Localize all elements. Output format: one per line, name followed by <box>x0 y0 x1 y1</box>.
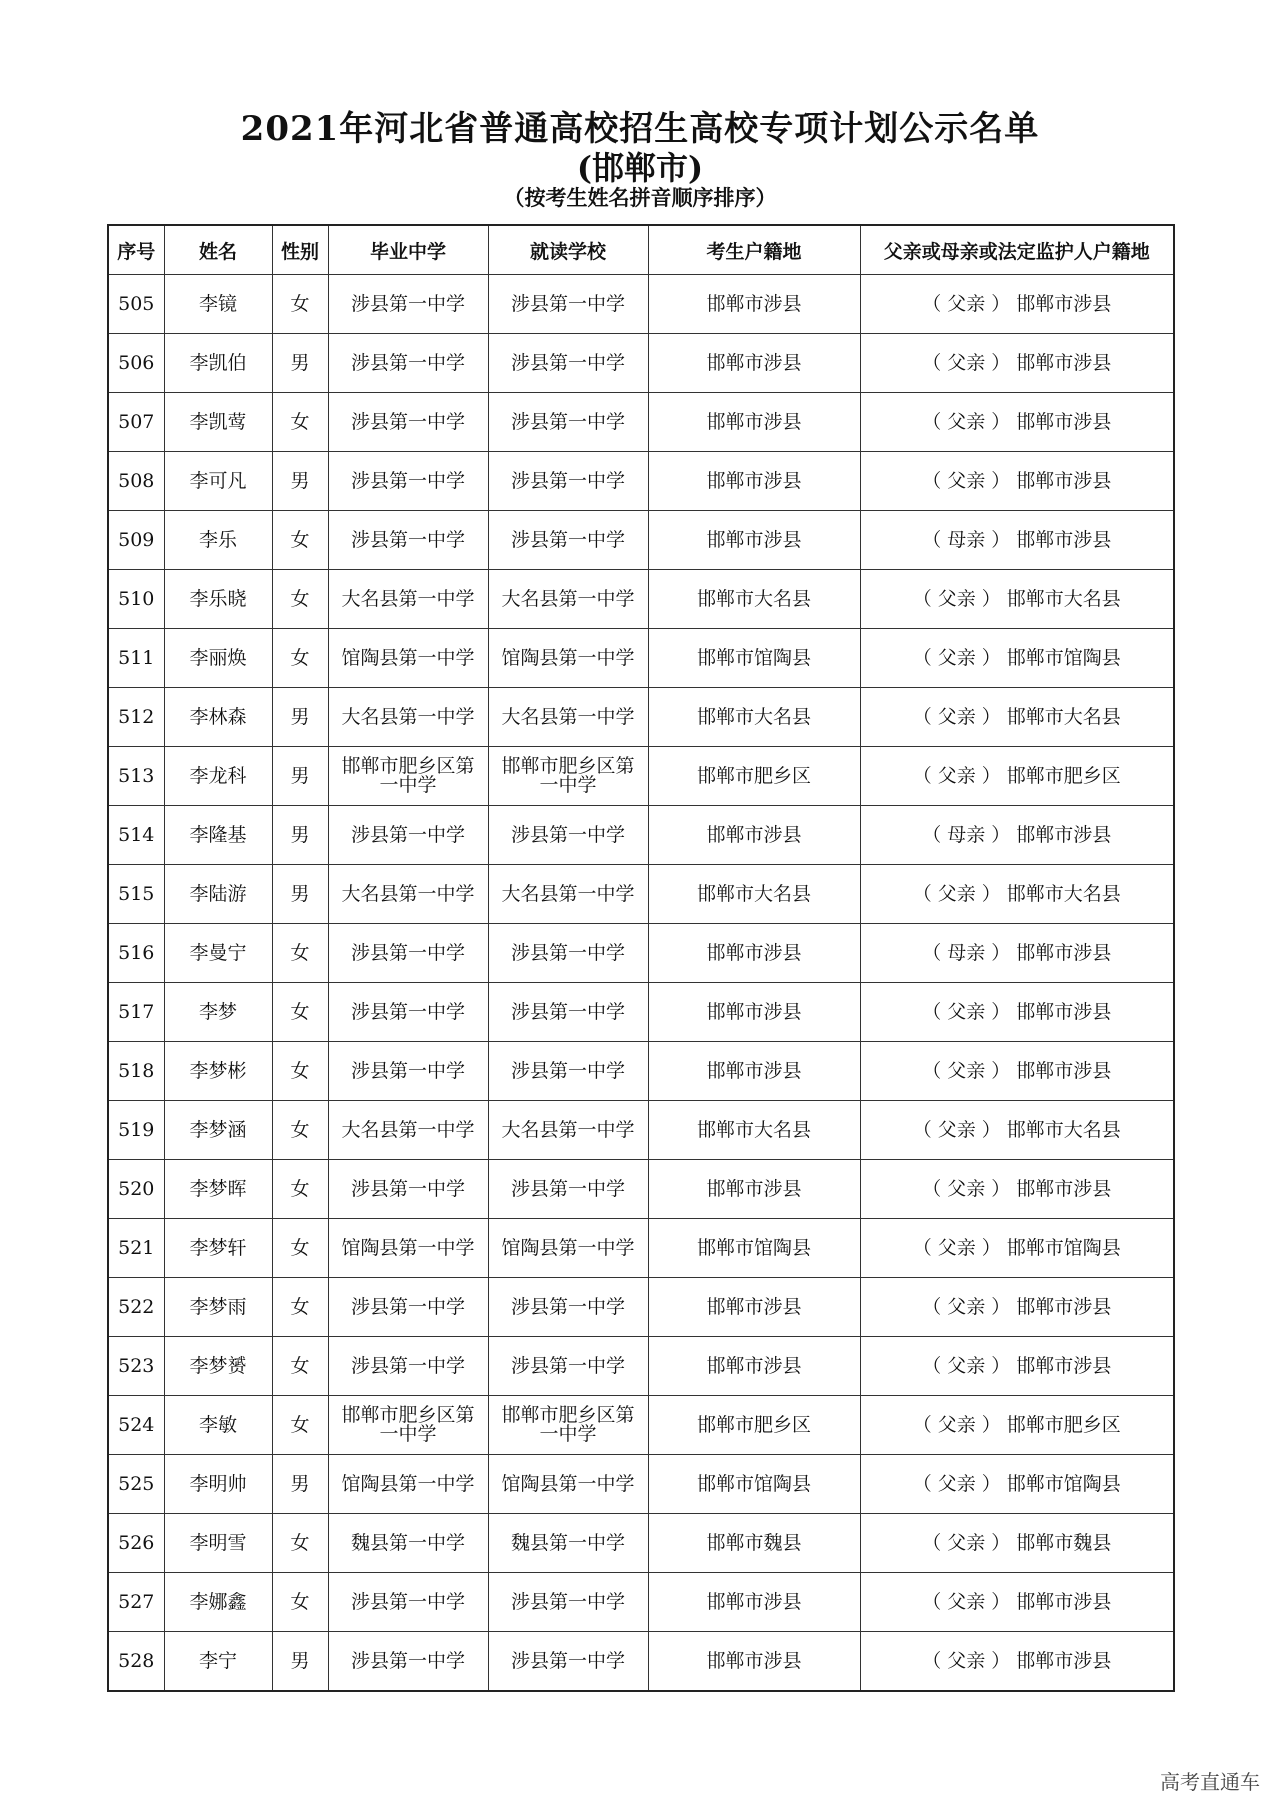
cell-parent-hukou: （ 父亲 ） 邯郸市涉县 <box>860 1042 1174 1101</box>
cell-current-school: 涉县第一中学 <box>488 1278 648 1337</box>
cell-hukou: 邯郸市涉县 <box>648 511 860 570</box>
cell-hukou: 邯郸市肥乡区 <box>648 1396 860 1455</box>
table-row <box>108 1219 1174 1278</box>
cell-current-school: 涉县第一中学 <box>488 511 648 570</box>
cell-gender: 男 <box>272 1632 328 1692</box>
cell-name: 李敏 <box>164 1396 272 1455</box>
cell-parent-hukou: （ 父亲 ） 邯郸市涉县 <box>860 1337 1174 1396</box>
cell-current-school: 涉县第一中学 <box>488 1632 648 1692</box>
cell-hukou: 邯郸市大名县 <box>648 865 860 924</box>
cell-parent-hukou: （ 父亲 ） 邯郸市馆陶县 <box>860 1219 1174 1278</box>
cell-parent-hukou: （ 父亲 ） 邯郸市涉县 <box>860 393 1174 452</box>
cell-parent-hukou: （ 父亲 ） 邯郸市涉县 <box>860 275 1174 334</box>
cell-gender: 女 <box>272 511 328 570</box>
table-row <box>108 629 1174 688</box>
table-row <box>108 865 1174 924</box>
header-no: 序号 <box>108 225 164 275</box>
cell-hukou: 邯郸市涉县 <box>648 983 860 1042</box>
cell-current-school: 涉县第一中学 <box>488 806 648 865</box>
cell-name: 李林森 <box>164 688 272 747</box>
cell-grad-school: 涉县第一中学 <box>328 511 488 570</box>
cell-no: 524 <box>108 1396 164 1455</box>
table-row <box>108 747 1174 806</box>
cell-gender: 女 <box>272 629 328 688</box>
cell-hukou: 邯郸市大名县 <box>648 688 860 747</box>
cell-grad-school: 大名县第一中学 <box>328 570 488 629</box>
cell-no: 516 <box>108 924 164 983</box>
cell-gender: 女 <box>272 1396 328 1455</box>
cell-no: 527 <box>108 1573 164 1632</box>
header-parent-hukou: 父亲或母亲或法定监护人户籍地 <box>860 225 1174 275</box>
cell-no: 513 <box>108 747 164 806</box>
cell-no: 521 <box>108 1219 164 1278</box>
cell-hukou: 邯郸市涉县 <box>648 1278 860 1337</box>
cell-name: 李可凡 <box>164 452 272 511</box>
cell-parent-hukou: （ 父亲 ） 邯郸市涉县 <box>860 1573 1174 1632</box>
cell-grad-school: 涉县第一中学 <box>328 924 488 983</box>
cell-grad-school: 大名县第一中学 <box>328 1101 488 1160</box>
header-name: 姓名 <box>164 225 272 275</box>
cell-no: 525 <box>108 1455 164 1514</box>
cell-current-school: 大名县第一中学 <box>488 688 648 747</box>
cell-grad-school: 邯郸市肥乡区第一中学 <box>328 1396 488 1455</box>
cell-hukou: 邯郸市大名县 <box>648 570 860 629</box>
cell-parent-hukou: （ 父亲 ） 邯郸市肥乡区 <box>860 747 1174 806</box>
cell-name: 李梦轩 <box>164 1219 272 1278</box>
cell-gender: 女 <box>272 1573 328 1632</box>
table-row <box>108 1278 1174 1337</box>
cell-current-school: 大名县第一中学 <box>488 570 648 629</box>
cell-grad-school: 大名县第一中学 <box>328 688 488 747</box>
cell-current-school: 涉县第一中学 <box>488 334 648 393</box>
table-row <box>108 1514 1174 1573</box>
cell-no: 515 <box>108 865 164 924</box>
cell-parent-hukou: （ 母亲 ） 邯郸市涉县 <box>860 924 1174 983</box>
cell-name: 李乐 <box>164 511 272 570</box>
cell-name: 李梦雨 <box>164 1278 272 1337</box>
cell-current-school: 涉县第一中学 <box>488 983 648 1042</box>
cell-grad-school: 馆陶县第一中学 <box>328 629 488 688</box>
cell-current-school: 涉县第一中学 <box>488 393 648 452</box>
cell-gender: 男 <box>272 334 328 393</box>
cell-gender: 女 <box>272 275 328 334</box>
table-row <box>108 511 1174 570</box>
cell-hukou: 邯郸市涉县 <box>648 1160 860 1219</box>
cell-parent-hukou: （ 父亲 ） 邯郸市大名县 <box>860 570 1174 629</box>
cell-gender: 男 <box>272 806 328 865</box>
cell-no: 519 <box>108 1101 164 1160</box>
cell-grad-school: 邯郸市肥乡区第一中学 <box>328 747 488 806</box>
cell-hukou: 邯郸市馆陶县 <box>648 629 860 688</box>
cell-grad-school: 涉县第一中学 <box>328 1042 488 1101</box>
table-row <box>108 1160 1174 1219</box>
cell-current-school: 馆陶县第一中学 <box>488 1455 648 1514</box>
cell-name: 李凯伯 <box>164 334 272 393</box>
cell-current-school: 邯郸市肥乡区第一中学 <box>488 747 648 806</box>
cell-no: 522 <box>108 1278 164 1337</box>
cell-name: 李梦赟 <box>164 1337 272 1396</box>
cell-grad-school: 涉县第一中学 <box>328 393 488 452</box>
cell-current-school: 涉县第一中学 <box>488 452 648 511</box>
document-subtitle-city: (邯郸市) <box>576 149 704 187</box>
cell-current-school: 涉县第一中学 <box>488 1337 648 1396</box>
table-row <box>108 1632 1174 1692</box>
roster-table <box>107 224 1175 1692</box>
cell-hukou: 邯郸市涉县 <box>648 1573 860 1632</box>
cell-gender: 女 <box>272 1514 328 1573</box>
table-row <box>108 983 1174 1042</box>
cell-parent-hukou: （ 父亲 ） 邯郸市涉县 <box>860 983 1174 1042</box>
cell-grad-school: 馆陶县第一中学 <box>328 1455 488 1514</box>
table-header-row <box>108 225 1174 275</box>
cell-current-school: 涉县第一中学 <box>488 1573 648 1632</box>
cell-gender: 女 <box>272 1337 328 1396</box>
cell-hukou: 邯郸市涉县 <box>648 1042 860 1101</box>
cell-hukou: 邯郸市涉县 <box>648 1337 860 1396</box>
cell-no: 517 <box>108 983 164 1042</box>
cell-no: 520 <box>108 1160 164 1219</box>
cell-parent-hukou: （ 父亲 ） 邯郸市大名县 <box>860 865 1174 924</box>
cell-grad-school: 涉县第一中学 <box>328 806 488 865</box>
cell-grad-school: 涉县第一中学 <box>328 452 488 511</box>
cell-gender: 女 <box>272 1101 328 1160</box>
cell-parent-hukou: （ 父亲 ） 邯郸市涉县 <box>860 1632 1174 1692</box>
cell-gender: 女 <box>272 924 328 983</box>
cell-gender: 男 <box>272 747 328 806</box>
cell-current-school: 大名县第一中学 <box>488 865 648 924</box>
cell-name: 李宁 <box>164 1632 272 1692</box>
header-grad-school: 毕业中学 <box>328 225 488 275</box>
cell-parent-hukou: （ 父亲 ） 邯郸市大名县 <box>860 688 1174 747</box>
cell-hukou: 邯郸市馆陶县 <box>648 1455 860 1514</box>
header-current-school: 就读学校 <box>488 225 648 275</box>
cell-name: 李梦 <box>164 983 272 1042</box>
cell-parent-hukou: （ 母亲 ） 邯郸市涉县 <box>860 806 1174 865</box>
cell-hukou: 邯郸市涉县 <box>648 275 860 334</box>
cell-no: 511 <box>108 629 164 688</box>
cell-no: 523 <box>108 1337 164 1396</box>
cell-gender: 女 <box>272 1042 328 1101</box>
cell-hukou: 邯郸市涉县 <box>648 452 860 511</box>
cell-no: 514 <box>108 806 164 865</box>
cell-no: 512 <box>108 688 164 747</box>
table-row <box>108 1101 1174 1160</box>
cell-grad-school: 大名县第一中学 <box>328 865 488 924</box>
cell-no: 510 <box>108 570 164 629</box>
cell-hukou: 邯郸市馆陶县 <box>648 1219 860 1278</box>
table-row <box>108 570 1174 629</box>
cell-name: 李曼宁 <box>164 924 272 983</box>
cell-hukou: 邯郸市大名县 <box>648 1101 860 1160</box>
table-row <box>108 1396 1174 1455</box>
document-title: 2021年河北省普通高校招生高校专项计划公示名单 <box>240 109 1040 149</box>
table-row <box>108 1337 1174 1396</box>
cell-current-school: 馆陶县第一中学 <box>488 1219 648 1278</box>
cell-gender: 女 <box>272 393 328 452</box>
cell-current-school: 魏县第一中学 <box>488 1514 648 1573</box>
cell-grad-school: 涉县第一中学 <box>328 1337 488 1396</box>
cell-parent-hukou: （ 母亲 ） 邯郸市涉县 <box>860 511 1174 570</box>
cell-hukou: 邯郸市涉县 <box>648 334 860 393</box>
cell-current-school: 大名县第一中学 <box>488 1101 648 1160</box>
cell-no: 508 <box>108 452 164 511</box>
cell-hukou: 邯郸市涉县 <box>648 1632 860 1692</box>
table-row <box>108 1042 1174 1101</box>
cell-no: 509 <box>108 511 164 570</box>
table-row <box>108 1573 1174 1632</box>
cell-grad-school: 涉县第一中学 <box>328 1278 488 1337</box>
cell-gender: 男 <box>272 1455 328 1514</box>
cell-name: 李梦晖 <box>164 1160 272 1219</box>
cell-name: 李镜 <box>164 275 272 334</box>
cell-grad-school: 涉县第一中学 <box>328 1573 488 1632</box>
cell-current-school: 涉县第一中学 <box>488 924 648 983</box>
cell-parent-hukou: （ 父亲 ） 邯郸市馆陶县 <box>860 629 1174 688</box>
cell-hukou: 邯郸市魏县 <box>648 1514 860 1573</box>
cell-current-school: 涉县第一中学 <box>488 275 648 334</box>
watermark-text: 高考直通车 <box>1160 1770 1260 1794</box>
cell-name: 李丽焕 <box>164 629 272 688</box>
cell-name: 李明帅 <box>164 1455 272 1514</box>
cell-current-school: 馆陶县第一中学 <box>488 629 648 688</box>
cell-parent-hukou: （ 父亲 ） 邯郸市肥乡区 <box>860 1396 1174 1455</box>
cell-hukou: 邯郸市肥乡区 <box>648 747 860 806</box>
cell-gender: 女 <box>272 570 328 629</box>
table-row <box>108 275 1174 334</box>
cell-name: 李梦彬 <box>164 1042 272 1101</box>
table-row <box>108 806 1174 865</box>
cell-hukou: 邯郸市涉县 <box>648 924 860 983</box>
cell-parent-hukou: （ 父亲 ） 邯郸市魏县 <box>860 1514 1174 1573</box>
cell-grad-school: 馆陶县第一中学 <box>328 1219 488 1278</box>
cell-gender: 女 <box>272 1160 328 1219</box>
cell-name: 李梦涵 <box>164 1101 272 1160</box>
table-row <box>108 1455 1174 1514</box>
table-row <box>108 452 1174 511</box>
cell-name: 李隆基 <box>164 806 272 865</box>
cell-parent-hukou: （ 父亲 ） 邯郸市涉县 <box>860 334 1174 393</box>
cell-parent-hukou: （ 父亲 ） 邯郸市涉县 <box>860 1278 1174 1337</box>
cell-no: 526 <box>108 1514 164 1573</box>
cell-parent-hukou: （ 父亲 ） 邯郸市大名县 <box>860 1101 1174 1160</box>
cell-current-school: 邯郸市肥乡区第一中学 <box>488 1396 648 1455</box>
cell-gender: 女 <box>272 1278 328 1337</box>
cell-no: 518 <box>108 1042 164 1101</box>
cell-no: 528 <box>108 1632 164 1692</box>
table-row <box>108 393 1174 452</box>
cell-name: 李娜鑫 <box>164 1573 272 1632</box>
cell-name: 李龙科 <box>164 747 272 806</box>
cell-grad-school: 魏县第一中学 <box>328 1514 488 1573</box>
cell-grad-school: 涉县第一中学 <box>328 1632 488 1692</box>
cell-gender: 男 <box>272 688 328 747</box>
cell-name: 李凯莺 <box>164 393 272 452</box>
header-gender: 性别 <box>272 225 328 275</box>
cell-no: 507 <box>108 393 164 452</box>
cell-hukou: 邯郸市涉县 <box>648 393 860 452</box>
cell-parent-hukou: （ 父亲 ） 邯郸市涉县 <box>860 1160 1174 1219</box>
sort-order-note: （按考生姓名拼音顺序排序） <box>503 185 777 210</box>
cell-current-school: 涉县第一中学 <box>488 1160 648 1219</box>
cell-parent-hukou: （ 父亲 ） 邯郸市涉县 <box>860 452 1174 511</box>
cell-gender: 女 <box>272 983 328 1042</box>
cell-grad-school: 涉县第一中学 <box>328 334 488 393</box>
cell-name: 李明雪 <box>164 1514 272 1573</box>
cell-grad-school: 涉县第一中学 <box>328 983 488 1042</box>
cell-grad-school: 涉县第一中学 <box>328 1160 488 1219</box>
cell-no: 505 <box>108 275 164 334</box>
cell-grad-school: 涉县第一中学 <box>328 275 488 334</box>
cell-gender: 男 <box>272 452 328 511</box>
table-row <box>108 688 1174 747</box>
cell-gender: 男 <box>272 865 328 924</box>
header-hukou: 考生户籍地 <box>648 225 860 275</box>
table-row <box>108 924 1174 983</box>
cell-hukou: 邯郸市涉县 <box>648 806 860 865</box>
cell-gender: 女 <box>272 1219 328 1278</box>
cell-name: 李陆游 <box>164 865 272 924</box>
table-row <box>108 334 1174 393</box>
cell-parent-hukou: （ 父亲 ） 邯郸市馆陶县 <box>860 1455 1174 1514</box>
cell-no: 506 <box>108 334 164 393</box>
cell-current-school: 涉县第一中学 <box>488 1042 648 1101</box>
cell-name: 李乐晓 <box>164 570 272 629</box>
